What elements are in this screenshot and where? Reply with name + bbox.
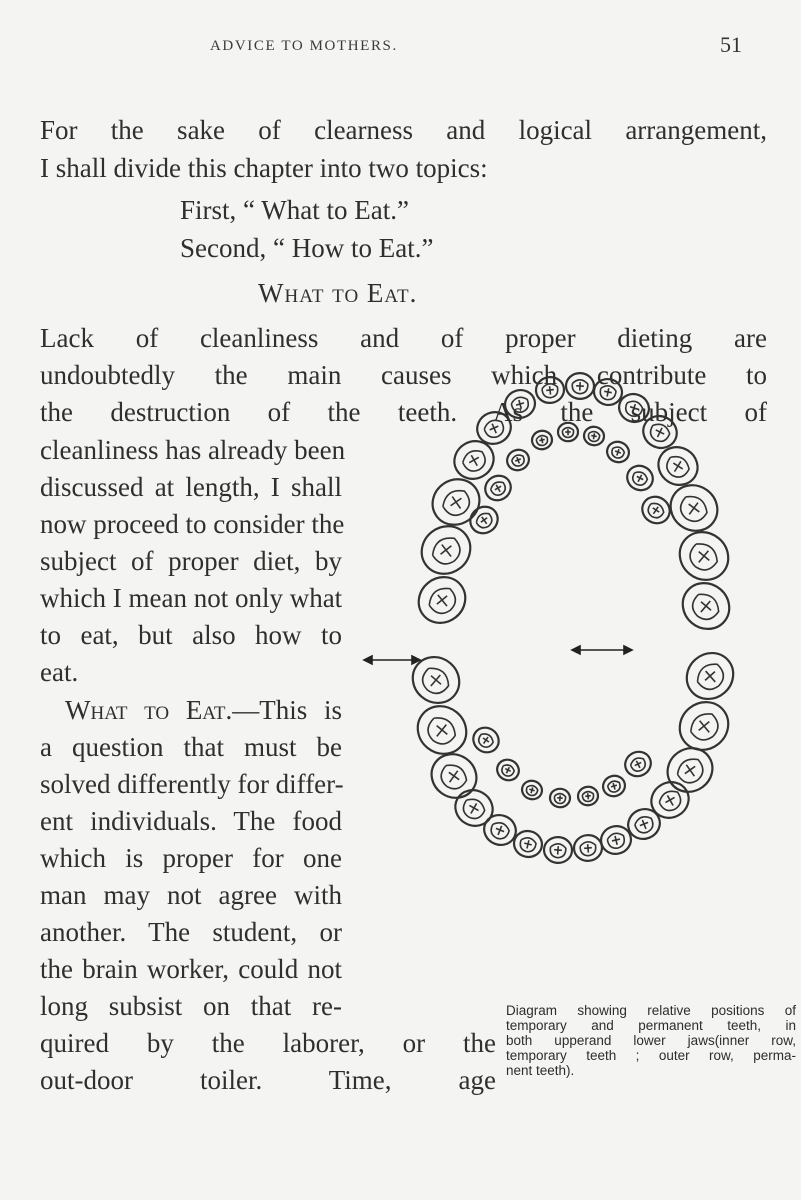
tooth (673, 574, 738, 639)
topic-line: First, “ What to Eat.” (180, 195, 409, 225)
caption-line: Diagram showing relative positions of (506, 1003, 796, 1018)
body-line: subject of proper diet, by (40, 546, 342, 576)
body-line: which is proper for one (40, 843, 342, 873)
body-line: now proceed to consider the (40, 509, 345, 539)
tooth (670, 522, 738, 589)
topic-line: Second, “ How to Eat.” (180, 233, 434, 263)
tooth (604, 439, 631, 465)
body-line: undoubtedly the main causes which contribute to (40, 360, 767, 390)
tooth (621, 748, 655, 781)
body-line: a question that must be (40, 732, 342, 762)
tooth (637, 492, 675, 529)
running-head (0, 28, 801, 64)
tooth (573, 834, 603, 862)
tooth (577, 786, 599, 807)
intro-line: For the sake of clearness and logical arrangement, (40, 115, 767, 145)
tooth (543, 836, 573, 864)
body-line: Lack of cleanliness and of proper dieting are (40, 323, 767, 353)
body-line: another. The student, or (40, 917, 342, 947)
body-line: solved differently for differ- (40, 769, 344, 799)
body-line: cleanliness has already been (40, 435, 346, 465)
tooth (520, 778, 544, 801)
tooth (408, 696, 476, 763)
teeth-group (403, 373, 742, 864)
caption-line: temporary and permanent teeth, in (506, 1018, 796, 1033)
tooth (504, 447, 532, 474)
tooth (670, 692, 738, 759)
caption-line: both upperand lower jaws(inner row, (506, 1033, 796, 1048)
tooth (423, 745, 485, 806)
body-text: —This is (232, 695, 342, 725)
intro-line: I shall divide this chapter into two topics: (40, 153, 488, 183)
body-line: long subsist on that re- (40, 991, 342, 1021)
tooth (469, 723, 504, 757)
tooth (409, 568, 474, 633)
tooth (662, 476, 727, 540)
jaw-divider-arrows (364, 646, 632, 664)
tooth (535, 376, 566, 405)
tooth (623, 461, 657, 494)
tooth (677, 644, 742, 709)
body-line: eat. (40, 657, 79, 687)
tooth (549, 788, 570, 808)
page-number: 51 (720, 32, 742, 57)
tooth (565, 373, 594, 400)
body-line: the brain worker, could not (40, 954, 342, 984)
tooth (601, 773, 628, 799)
tooth (412, 517, 480, 584)
section-heading: What to Eat. (258, 278, 418, 308)
body-line: ent individuals. The food (40, 806, 342, 836)
inline-heading: What to Eat. (65, 695, 233, 725)
body-line: which I mean not only what (40, 583, 343, 613)
body-line: the destruction of the teeth. As the subject of (40, 397, 767, 427)
caption-line: nent teeth). (506, 1063, 575, 1078)
tooth (465, 501, 503, 538)
caption-line: temporary teeth ; outer row, perma- (506, 1048, 796, 1063)
dental-arch-diagram-icon (352, 320, 792, 880)
tooth (583, 425, 606, 446)
body-line: man may not agree with (40, 880, 342, 910)
figure-caption (506, 1003, 796, 1078)
body-line: to eat, but also how to (40, 620, 342, 650)
tooth (494, 756, 523, 784)
body-line: discussed at length, I shall (40, 472, 342, 502)
tooth (558, 423, 579, 442)
body-line: out-door toiler. Time, age (40, 1065, 496, 1095)
tooth (530, 429, 553, 451)
tooth (481, 471, 515, 505)
tooth (424, 470, 489, 534)
para2-first-line (65, 692, 342, 729)
body-line: quired by the laborer, or the (40, 1028, 496, 1058)
running-title: ADVICE TO MOTHERS. (210, 38, 398, 54)
